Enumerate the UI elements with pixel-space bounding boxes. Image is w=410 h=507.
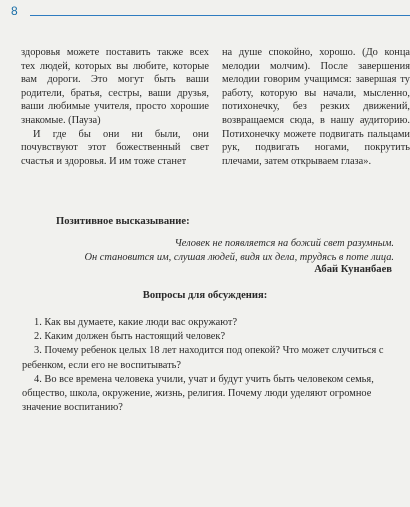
discussion-questions-list bbox=[22, 316, 394, 415]
left-paragraph-2: И где бы они ни были, они почувствуют этот божественный свет счастья и здоровья. И им тоже станет bbox=[21, 128, 209, 167]
question-4-line-2: общество, школа, окружение, жизнь, религия. Почему люди уделяют огромное bbox=[22, 388, 372, 400]
right-column bbox=[222, 46, 410, 168]
discussion-questions-heading: Вопросы для обсуждения: bbox=[142, 290, 268, 301]
right-paragraph-1: на душе спокойно, хорошо. (До конца мелодии молчим). После завершения мелодии говорим учащимся: завершая ту работу, которую вы начали, мысленно, потихонечку, без резких движений, возвращаемся сюда, в нашу аудиторию. Потихонечку можете подвигать пальцами рук, подвигать ногами, покрутить плечами, затем открываем глаза». bbox=[222, 47, 410, 167]
question-2: 2. Каким должен быть настоящий человек? bbox=[34, 331, 226, 343]
left-paragraph-1: здоровья можете поставить также всех тех людей, которых вы любите, которые вам дороги. Это могут быть ваши родители, братья, сестры, ваши друзья, ваши любимые учителя, просто хорошие знакомые. (Пауза) bbox=[21, 47, 209, 126]
question-4-line-1: 4. Во все времена человека учили, учат и будут учить быть человеком семья, bbox=[34, 373, 374, 385]
question-3-line-2: ребенком, если его не воспитывать? bbox=[22, 359, 181, 371]
question-3-line-1: 3. Почему ребенок целых 18 лет находится под опекой? Что может случиться с bbox=[34, 345, 384, 357]
question-4-line-3: значение воспитанию? bbox=[22, 402, 123, 414]
quote-line-1: Человек не появляется на божий свет разумным. bbox=[174, 238, 394, 249]
question-1: 1. Как вы думаете, какие люди вас окружают? bbox=[34, 317, 238, 328]
quote-author: Абай Кунанбаев bbox=[314, 264, 392, 275]
quote-line-2: Он становится им, слушая людей, видя их дела, трудясь в поте лица. bbox=[84, 251, 394, 263]
epigraph-quote bbox=[34, 237, 394, 264]
page-number: 8 bbox=[11, 4, 18, 18]
header-rule bbox=[30, 15, 410, 16]
left-column bbox=[21, 46, 209, 168]
positive-statement-heading: Позитивное высказывание: bbox=[56, 216, 190, 227]
